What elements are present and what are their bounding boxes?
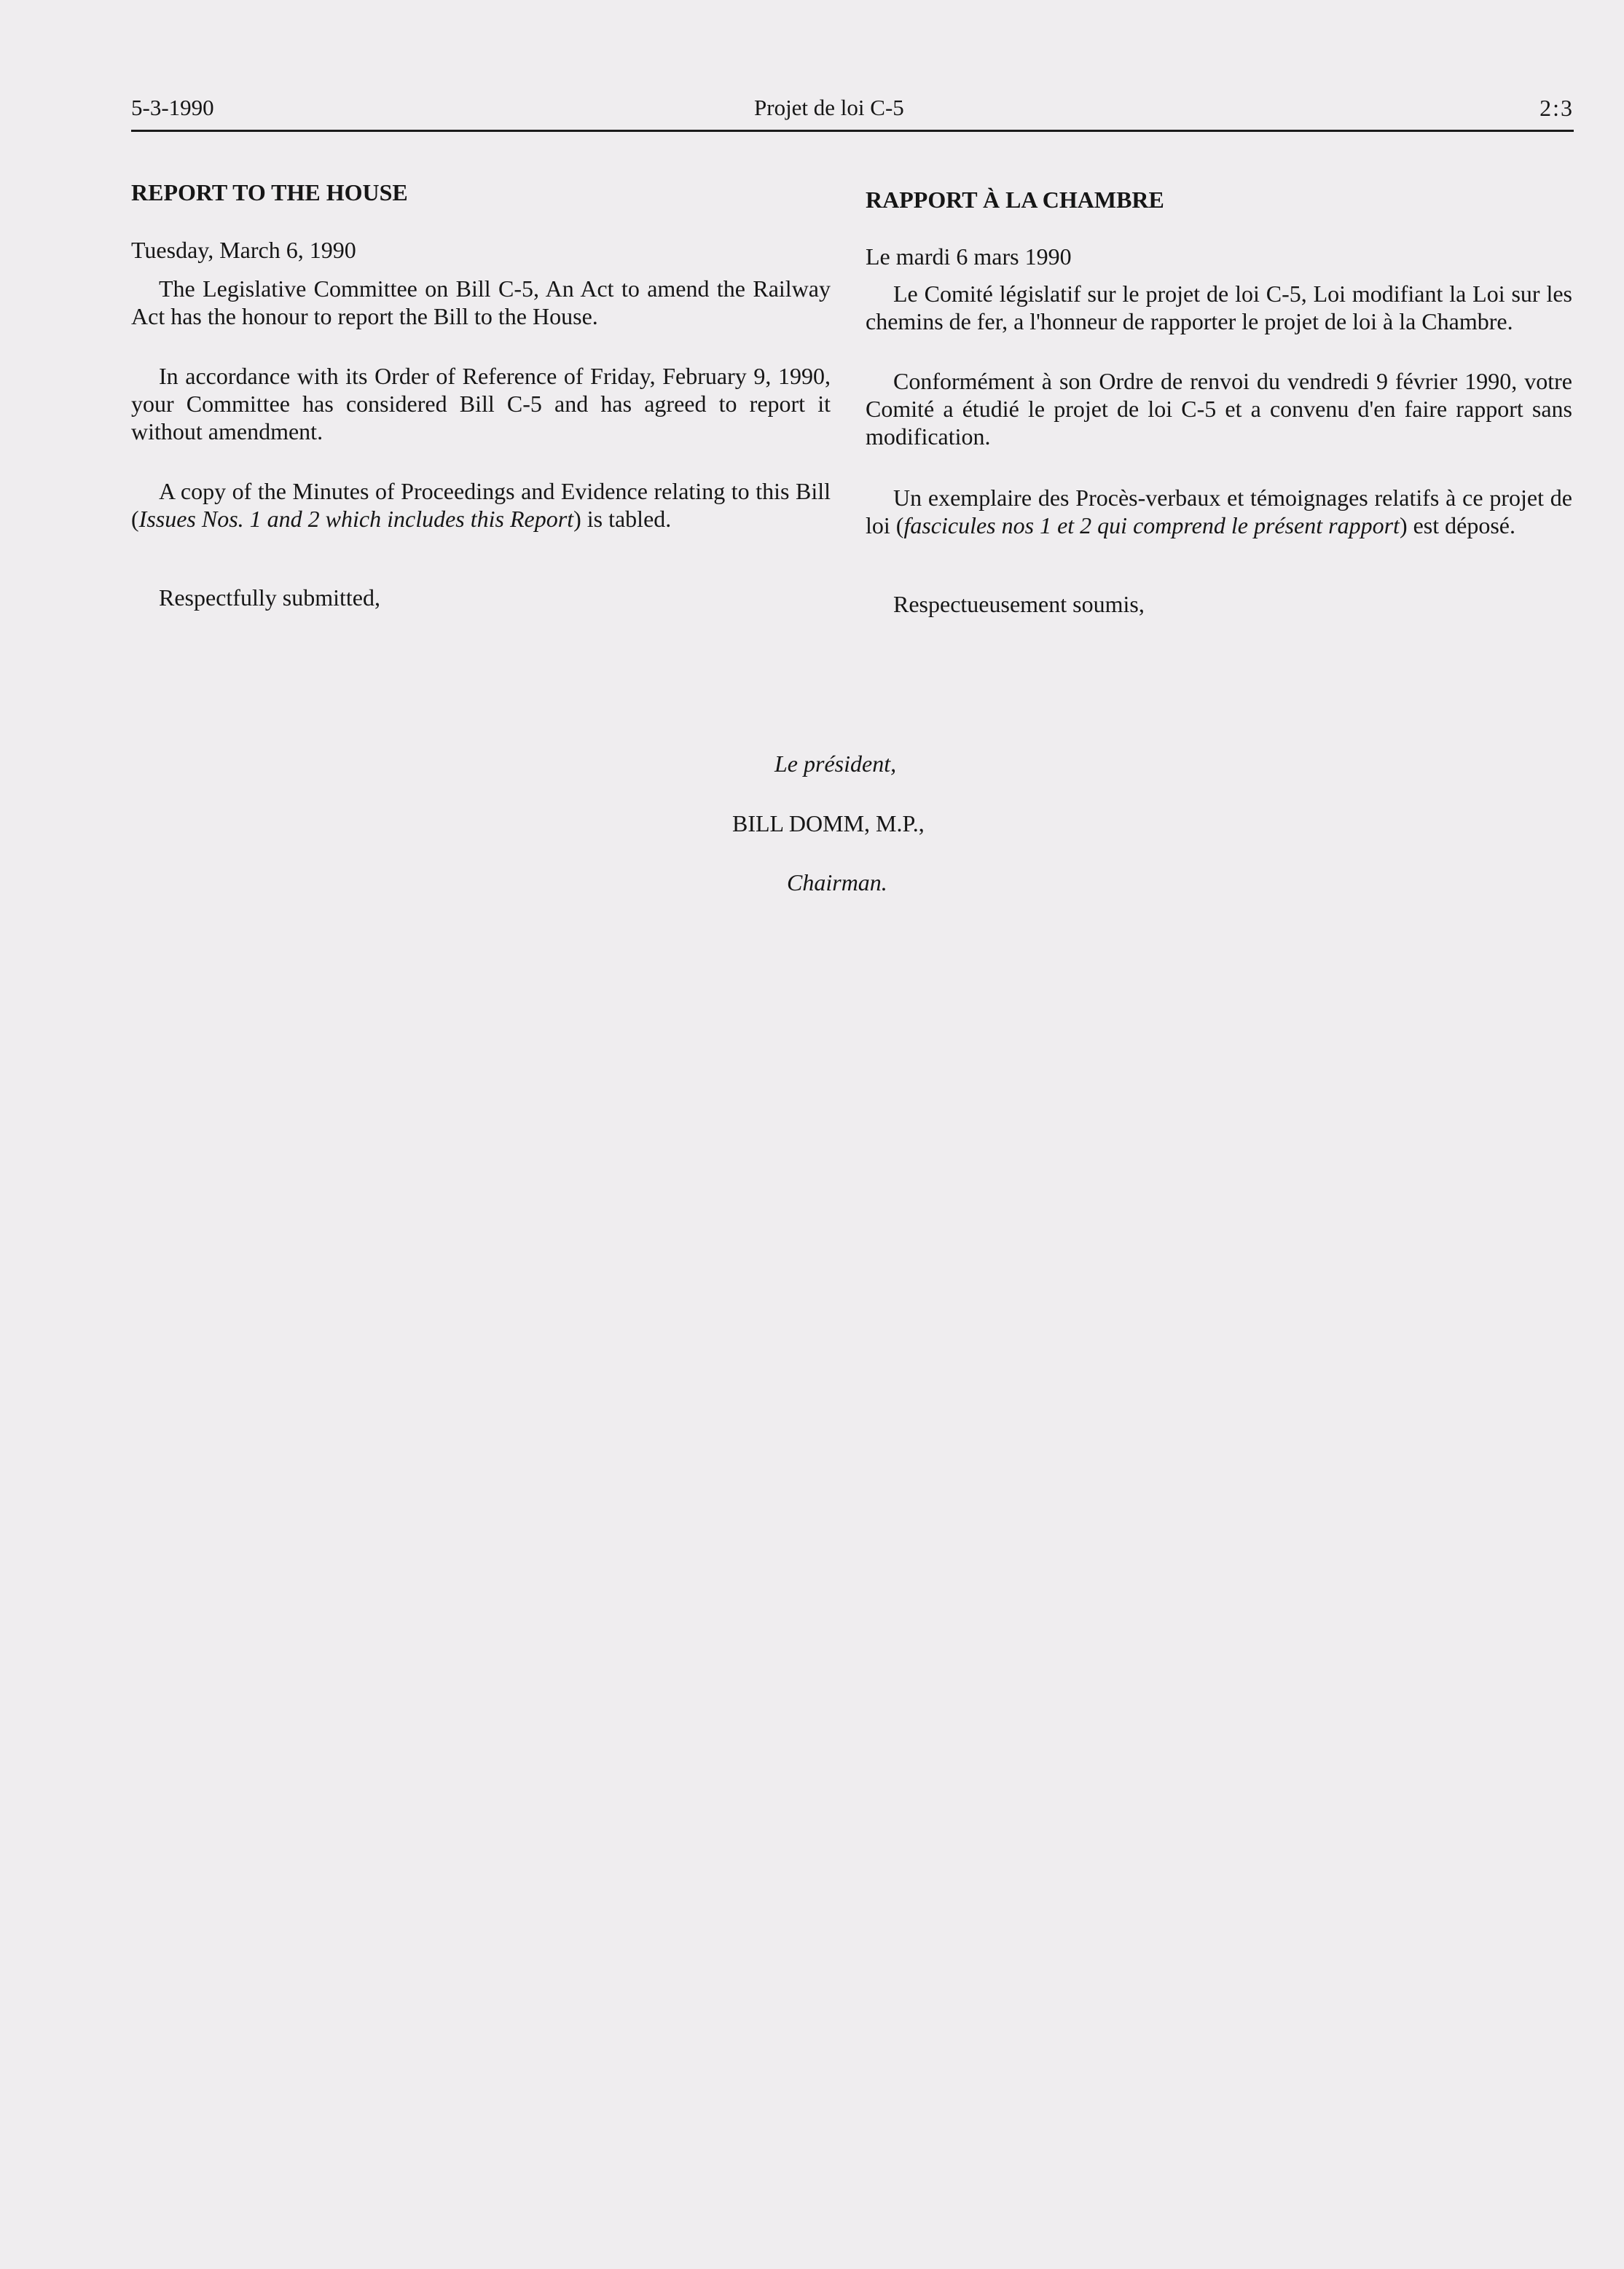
french-column <box>866 179 1572 618</box>
english-paragraph-3-lead: A copy of the Minutes of Proceedings and Evidence relating to this Bill ( <box>131 477 831 532</box>
french-heading: RAPPORT À LA CHAMBRE <box>866 187 1164 213</box>
french-paragraph-3-tail: ) est déposé. <box>1399 512 1515 538</box>
english-column <box>131 179 831 611</box>
english-paragraph-3-italic: Issues Nos. 1 and 2 which includes this Report <box>138 505 574 532</box>
running-head-title: Projet de loi C-5 <box>754 95 904 120</box>
running-head <box>131 95 1574 131</box>
english-paragraph-2: In accordance with its Order of Reference of Friday, February 9, 1990, your Committee has considered Bill C-5 and has agreed to report it without amendment. <box>131 363 831 445</box>
signature-name: BILL DOMM, M.P., <box>732 810 925 836</box>
signature-title-french: Le président, <box>774 751 897 777</box>
french-paragraph-3-italic: fascicules nos 1 et 2 qui comprend le présent rapport <box>903 512 1400 538</box>
english-paragraph-1: The Legislative Committee on Bill C-5, An Act to amend the Railway Act has the honour to report the Bill to the House. <box>131 275 831 330</box>
french-closing: Respectueusement soumis, <box>893 590 1145 617</box>
english-date: Tuesday, March 6, 1990 <box>131 237 356 264</box>
english-closing: Respectfully submitted, <box>159 584 380 611</box>
english-paragraph-3 <box>131 477 831 533</box>
french-date: Le mardi 6 mars 1990 <box>866 243 1072 270</box>
english-heading: REPORT TO THE HOUSE <box>131 179 408 205</box>
french-paragraph-3-lead: Un exemplaire des Procès-verbaux et témoignages relatifs à ce projet de loi ( <box>866 484 1572 538</box>
header-rule <box>131 130 1574 132</box>
running-head-page-number: 2:3 <box>1539 95 1574 121</box>
french-paragraph-2: Conformément à son Ordre de renvoi du vendredi 9 février 1990, votre Comité a étudié le projet de loi C-5 et a convenu d'en faire rapport sans modification. <box>866 368 1572 450</box>
french-paragraph-3 <box>866 484 1572 539</box>
english-paragraph-3-tail: ) is tabled. <box>573 505 672 532</box>
french-paragraph-1: Le Comité législatif sur le projet de loi C-5, Loi modifiant la Loi sur les chemins de fer, a l'honneur de rapporter le projet de loi à la Chambre. <box>866 281 1572 335</box>
running-head-date: 5-3-1990 <box>131 95 214 120</box>
signature-title-english: Chairman. <box>787 869 887 896</box>
